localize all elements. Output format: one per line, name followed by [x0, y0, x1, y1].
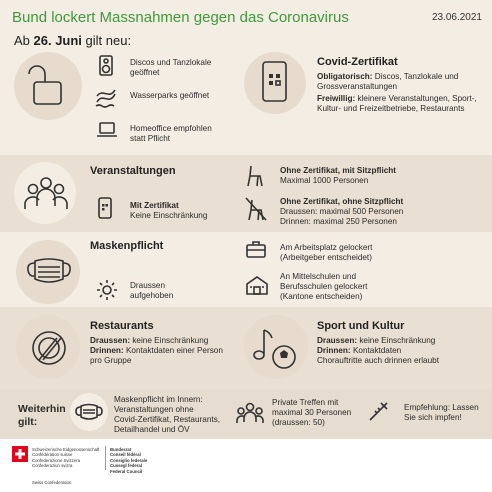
chair-icon: [246, 164, 264, 188]
restaurants-heading: Restaurants: [90, 320, 154, 332]
publication-date: 23.06.2021: [431, 12, 482, 23]
swiss-flag-icon: [12, 446, 28, 462]
footer-confederation: Schweizerische Eidgenossenschaft Confédération suisse Confederazione Svizzera Confederaziun svizra: [32, 447, 100, 469]
subtitle: Ab 26. Juni gilt neu:: [14, 33, 132, 48]
sun-icon: [97, 280, 117, 300]
chair-crossed-icon: [244, 196, 268, 222]
water-slide-icon: [95, 88, 117, 108]
mask-work-text: Am Arbeitsplatz gelockert (Arbeitgeber entscheidet): [280, 243, 373, 262]
mask-outside-text: Draussen aufgehoben: [130, 281, 174, 300]
events-heading: Veranstaltungen: [90, 165, 176, 177]
unlock-icon: [28, 62, 68, 108]
crowd-icon: [22, 176, 70, 212]
face-mask-small-icon: [75, 402, 103, 422]
homeoffice-text: Homeoffice empfohlen statt Pflicht: [130, 124, 212, 143]
sport-heading: Sport und Kultur: [317, 320, 405, 332]
footer-swiss-confederation: Swiss Confederation: [32, 480, 72, 485]
covid-heading: Covid-Zertifikat: [317, 56, 398, 68]
events-seated: Ohne Zertifikat, mit Sitzpflicht Maximal 1000 Personen: [280, 166, 396, 185]
page-title: Bund lockert Massnahmen gegen das Coronavirus: [12, 9, 349, 26]
discos-text: Discos und Tanzlokale geöffnet: [130, 58, 212, 77]
note-ball-icon: [250, 324, 304, 372]
sport-text: Draussen: keine Einschränkung Drinnen: Kontaktdaten Chorauftritte auch drinnen erlaubt: [317, 336, 439, 365]
weiterhin-vaccine-text: Empfehlung: Lassen Sie sich impfen!: [404, 403, 479, 422]
school-icon: [245, 274, 269, 296]
weiterhin-label: Weiterhin gilt:: [18, 403, 66, 428]
face-mask-icon: [26, 255, 72, 287]
laptop-icon: [96, 120, 118, 140]
syringe-icon: [368, 400, 390, 422]
certificate-phone-small-icon: [98, 197, 112, 219]
weiterhin-meetings-text: Private Treffen mit maximal 30 Personen (draussen: 50): [272, 398, 352, 427]
footer-divider: [105, 446, 106, 470]
restaurants-text: Draussen: keine Einschränkung Drinnen: Kontaktdaten einer Person pro Gruppe: [90, 336, 223, 365]
events-with-cert: Mit Zertifikat Keine Einschränkung: [130, 201, 208, 220]
briefcase-icon: [246, 240, 266, 258]
mask-heading: Maskenpflicht: [90, 240, 164, 252]
covid-voluntary: Freiwillig: kleinere Veranstaltungen, Sport-, Kultur- und Freizeitbetriebe, Restaurants: [317, 94, 477, 113]
footer-federal-council: Bundesrat Conseil fédéral Consiglio federale Cussegl federal Federal Council: [110, 447, 148, 474]
certificate-phone-icon: [261, 60, 289, 104]
covid-mandatory: Obligatorisch: Discos, Tanzlokale und Grossveranstaltungen: [317, 72, 459, 91]
weiterhin-mask-text: Maskenpflicht im Innern: Veranstaltungen ohne Covid-Zertifikat, Restaurants, Detailhandel und ÖV: [114, 395, 221, 434]
events-standing: Ohne Zertifikat, ohne Sitzpflicht Draussen: maximal 500 Personen Drinnen: maximal 250 Personen: [280, 197, 404, 226]
waterparks-text: Wasserparks geöffnet: [130, 91, 210, 100]
mask-school-text: An Mittelschulen und Berufsschulen gelockert (Kantone entscheiden): [280, 272, 368, 301]
group-icon: [236, 402, 264, 424]
plate-cutlery-icon: [27, 326, 71, 370]
speaker-icon: [98, 55, 114, 77]
